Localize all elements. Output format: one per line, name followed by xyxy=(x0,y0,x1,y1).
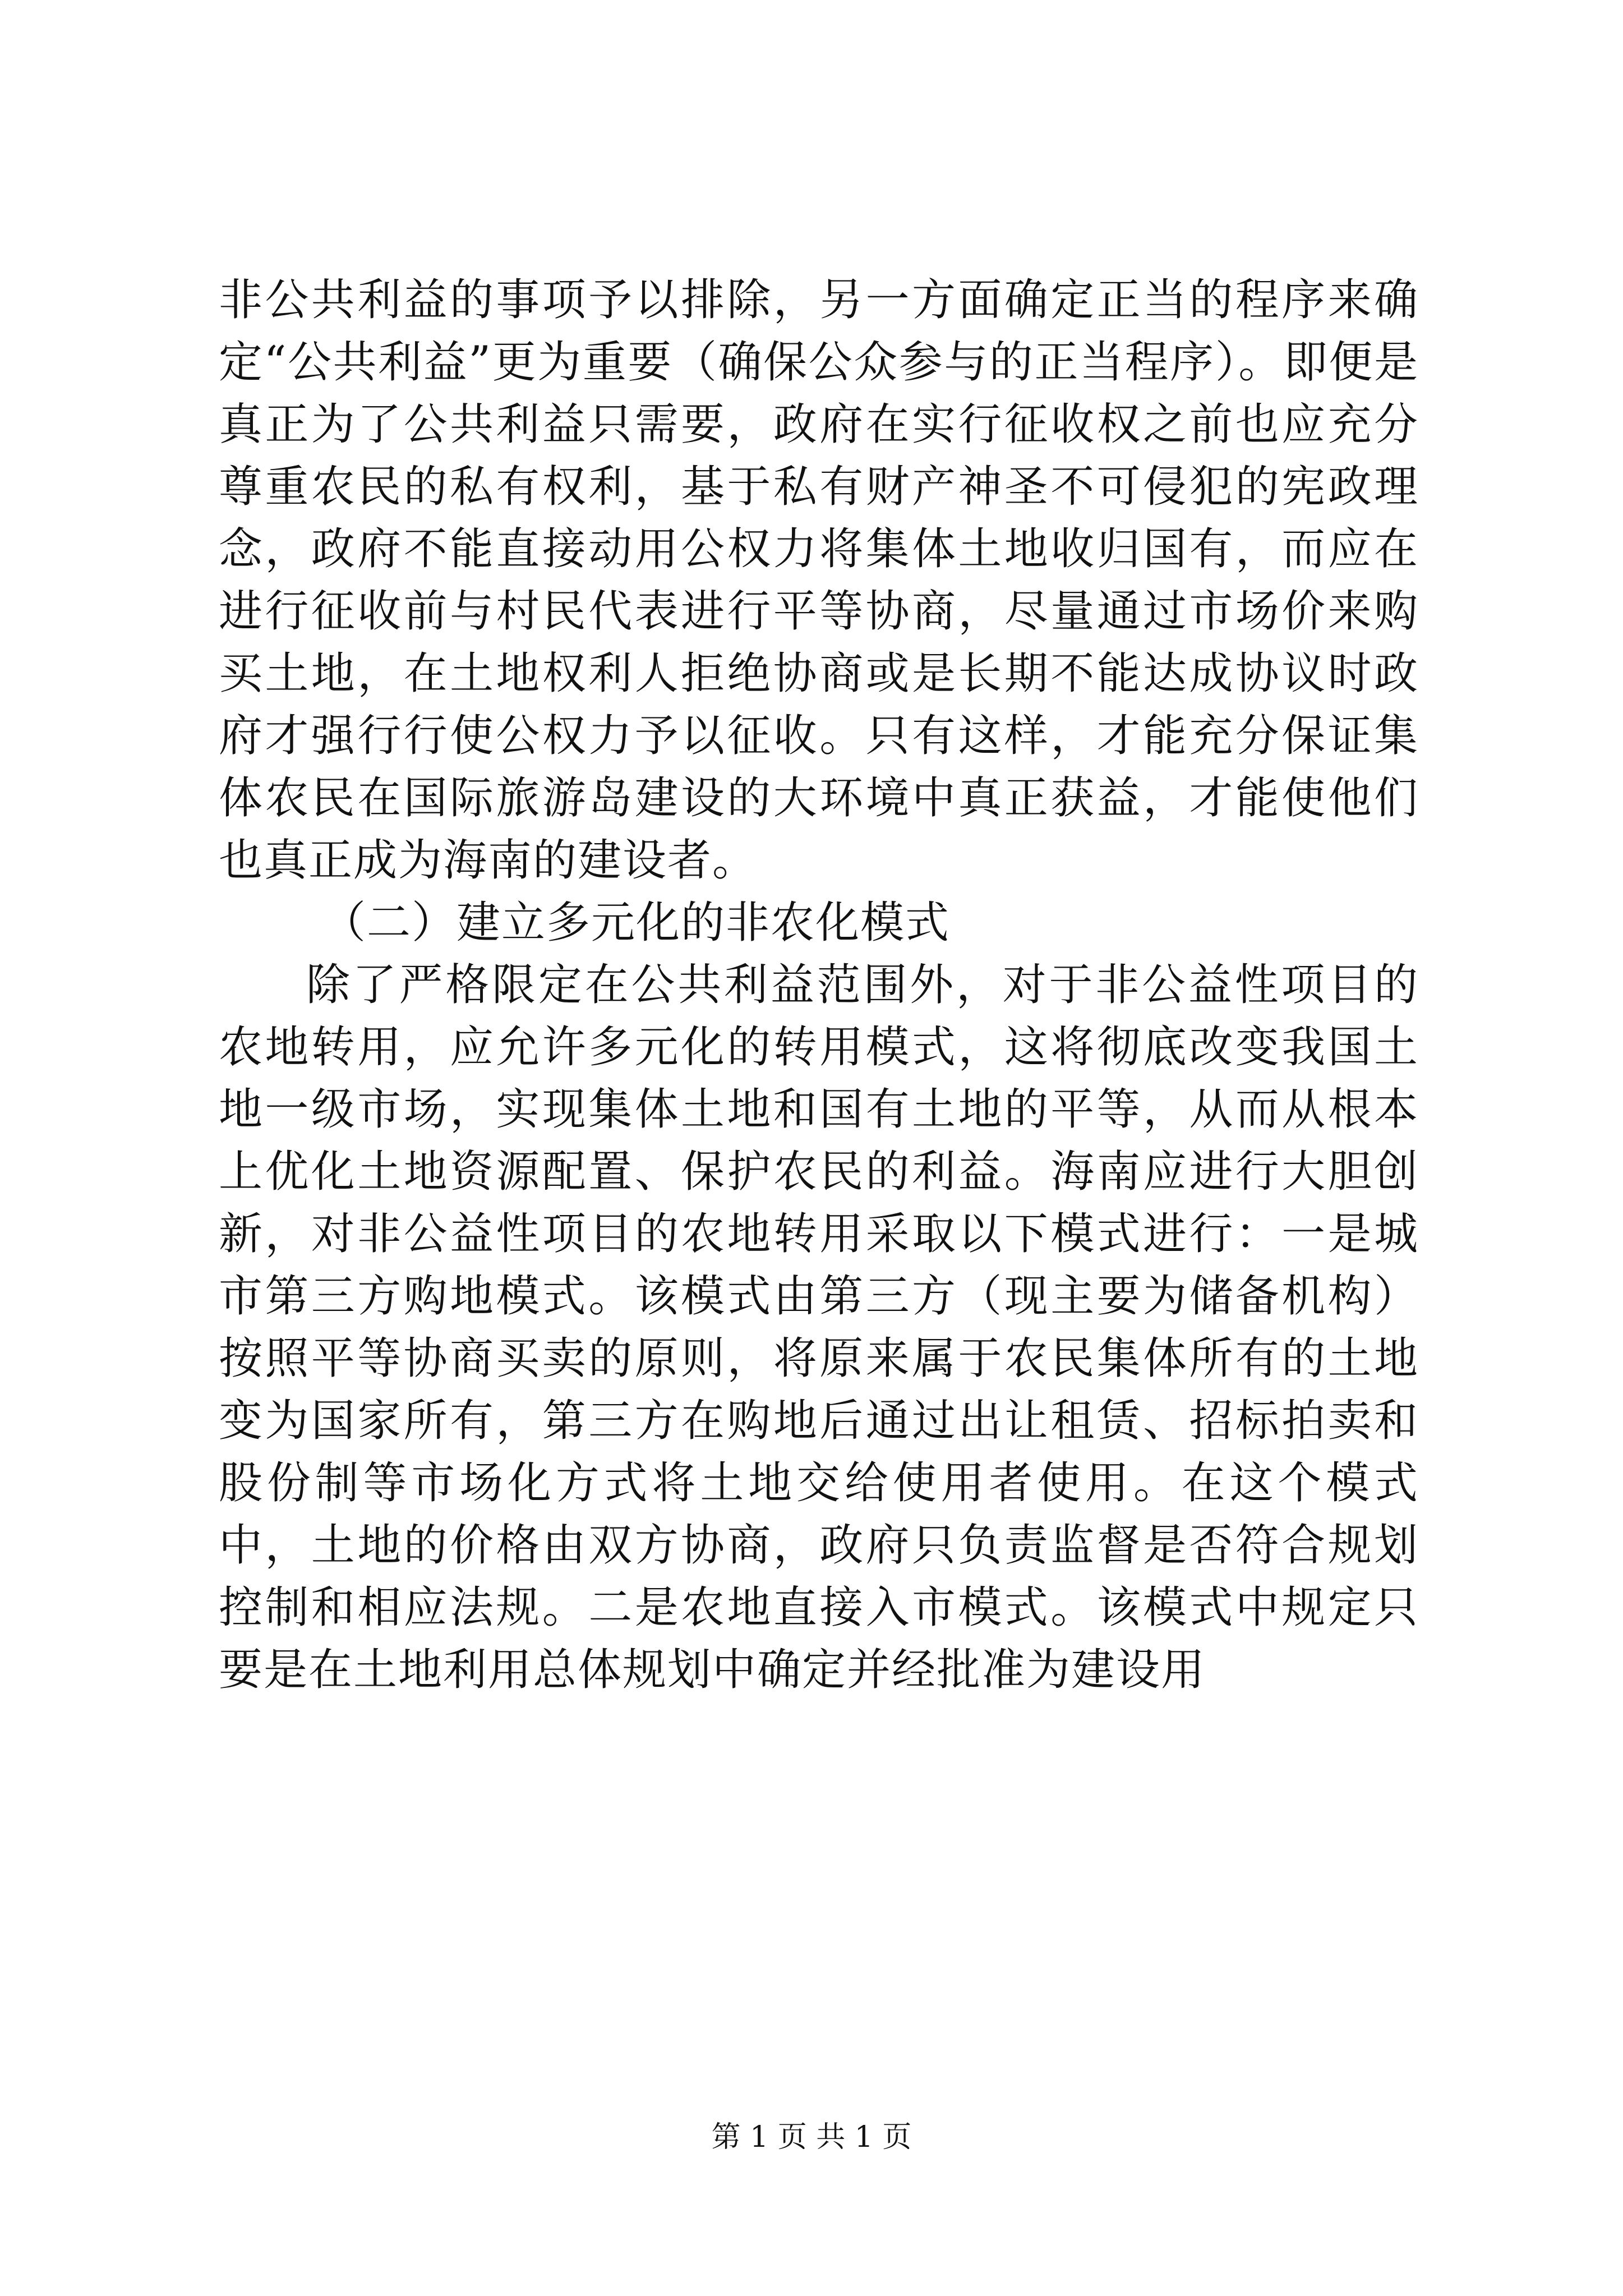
paragraph-body: 除了严格限定在公共利益范围外，对于非公益性项目的农地转用，应允许多元化的转用模式，这将彻底改变我国土地一级市场，实现集体土地和国有土地的平等，从而从根本上优化土地资源配置、保护农民的利益。海南应进行大胆创新，对非公益性项目的农地转用采取以下模式进行：一是城市第三方购地模式。该模式由第三方（现主要为储备机构）按照平等协商买卖的原则，将原来属于农民集体所有的土地变为国家所有，第三方在购地后通过出让租赁、招标拍卖和股份制等市场化方式将土地交给使用者使用。在这个模式中，土地的价格由双方协商，政府只负责监督是否符合规划控制和相应法规。二是农地直接入市模式。该模式中规定只要是在土地利用总体规划中确定并经批准为建设用 xyxy=(219,960,1419,1695)
page-footer: 第 1 页 共 1 页 xyxy=(711,2120,912,2154)
document-body xyxy=(219,269,1419,1701)
paragraph-continuation: 非公共利益的事项予以排除，另一方面确定正当的程序来确定“公共利益”更为重要（确保公众参与的正当程序）。即便是真正为了公共利益只需要，政府在实行征收权之前也应充分尊重农民的私有权利，基于私有财产神圣不可侵犯的宪政理念，政府不能直接动用公权力将集体土地收归国有，而应在进行征收前与村民代表进行平等协商，尽量通过市场价来购买土地，在土地权利人拒绝协商或是长期不能达成协议时政府才强行行使公权力予以征收。只有这样，才能充分保证集体农民在国际旅游岛建设的大环境中真正获益，才能使他们也真正成为海南的建设者。 xyxy=(219,275,1419,886)
section-heading: （二）建立多元化的非农化模式 xyxy=(322,898,951,948)
